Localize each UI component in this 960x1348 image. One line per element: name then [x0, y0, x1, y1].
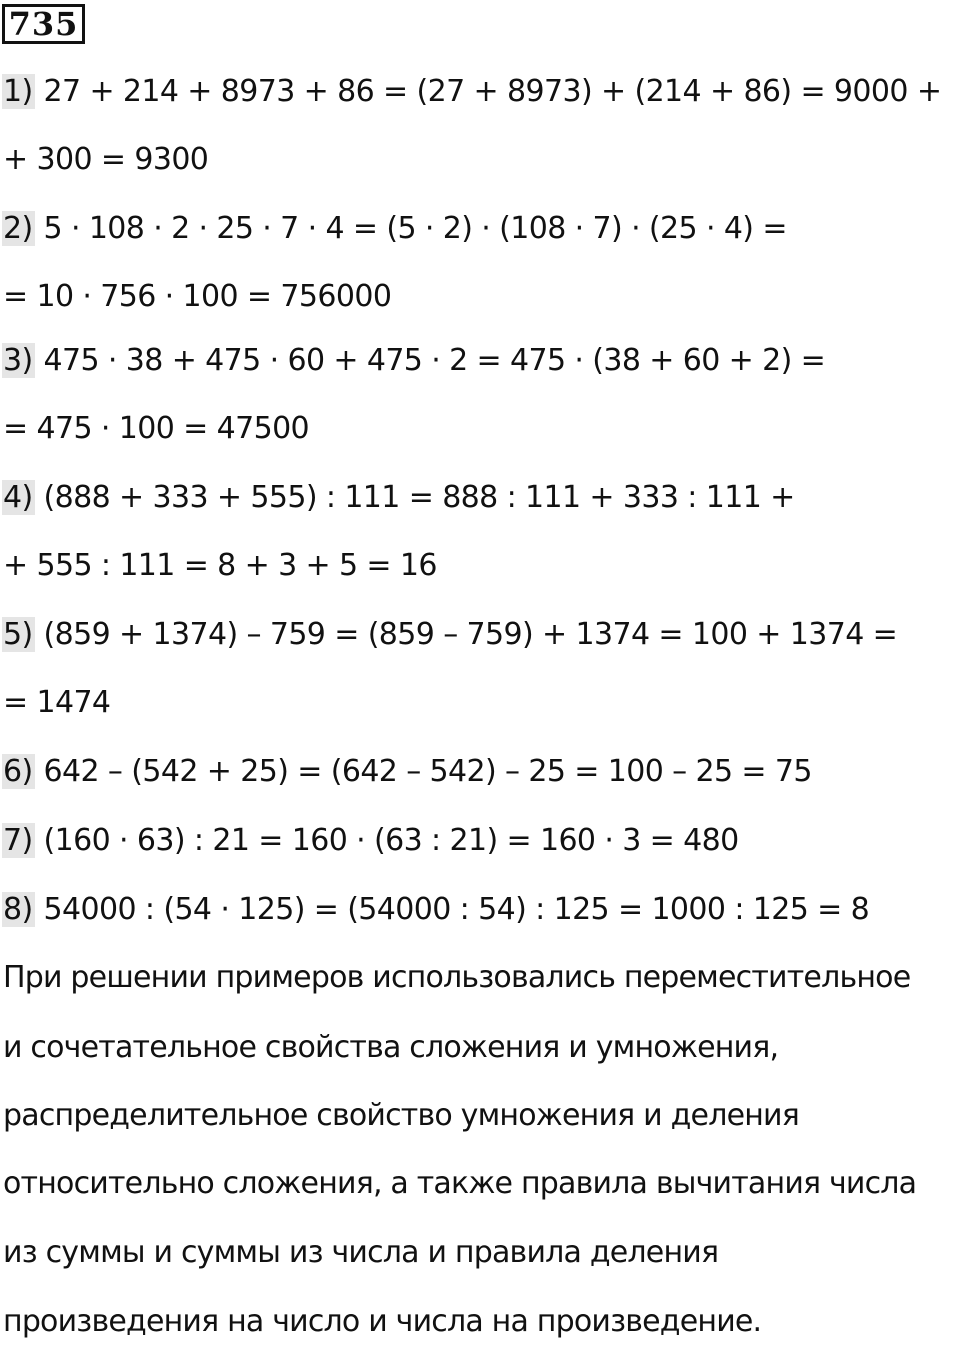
solution-6-number: 6): [3, 754, 33, 789]
solution-6-expression: 642 – (542 + 25) = (642 – 542) – 25 = 100 – 25 = 75: [34, 754, 812, 789]
explanation-line-5: из суммы и суммы из числа и правила деления: [3, 1235, 719, 1270]
solution-2-expression: 5 · 108 · 2 · 25 · 7 · 4 = (5 · 2) · (108 · 7) · (25 · 4) =: [34, 211, 787, 246]
task-number-badge: 735: [2, 4, 85, 44]
solution-7-line-1: [3, 815, 739, 867]
explanation-line-3: распределительное свойство умножения и деления: [3, 1098, 799, 1133]
solution-3-line-2: = 475 · 100 = 47500: [3, 411, 310, 446]
solution-5-expression: (859 + 1374) – 759 = (859 – 759) + 1374 = 100 + 1374 =: [34, 617, 898, 652]
solution-2-line-1: [3, 203, 787, 255]
solution-8-expression: 54000 : (54 · 125) = (54000 : 54) : 125 = 1000 : 125 = 8: [34, 892, 870, 927]
solution-8-number: 8): [3, 892, 33, 927]
solution-4-line-1: [3, 472, 795, 524]
solution-1-number: 1): [3, 74, 33, 109]
solution-3-number: 3): [3, 343, 33, 378]
solution-7-expression: (160 · 63) : 21 = 160 · (63 : 21) = 160 · 3 = 480: [34, 823, 739, 858]
solution-4-line-2: + 555 : 111 = 8 + 3 + 5 = 16: [3, 548, 437, 583]
explanation-line-1: При решении примеров использовались переместительное: [3, 960, 911, 995]
solution-4-number: 4): [3, 480, 33, 515]
explanation-line-6: произведения на число и числа на произведение.: [3, 1304, 762, 1339]
solution-5-line-1: [3, 609, 897, 661]
solution-1-line-2: + 300 = 9300: [3, 142, 209, 177]
solution-7-number: 7): [3, 823, 33, 858]
solution-3-expression: 475 · 38 + 475 · 60 + 475 · 2 = 475 · (38 + 60 + 2) =: [34, 343, 826, 378]
explanation-line-4: относительно сложения, а также правила вычитания числа: [3, 1166, 917, 1201]
solution-2-line-2: = 10 · 756 · 100 = 756000: [3, 279, 392, 314]
solution-5-line-2: = 1474: [3, 685, 111, 720]
solution-8-line-1: [3, 884, 869, 936]
solution-2-number: 2): [3, 211, 33, 246]
solution-4-expression: (888 + 333 + 555) : 111 = 888 : 111 + 333 : 111 +: [34, 480, 795, 515]
solution-1-line-1: [3, 66, 941, 118]
solution-1-expression: 27 + 214 + 8973 + 86 = (27 + 8973) + (214 + 86) = 9000 +: [34, 74, 942, 109]
explanation-line-2: и сочетательное свойства сложения и умножения,: [3, 1030, 779, 1065]
solution-3-line-1: [3, 335, 825, 387]
solution-5-number: 5): [3, 617, 33, 652]
solution-6-line-1: [3, 746, 812, 798]
